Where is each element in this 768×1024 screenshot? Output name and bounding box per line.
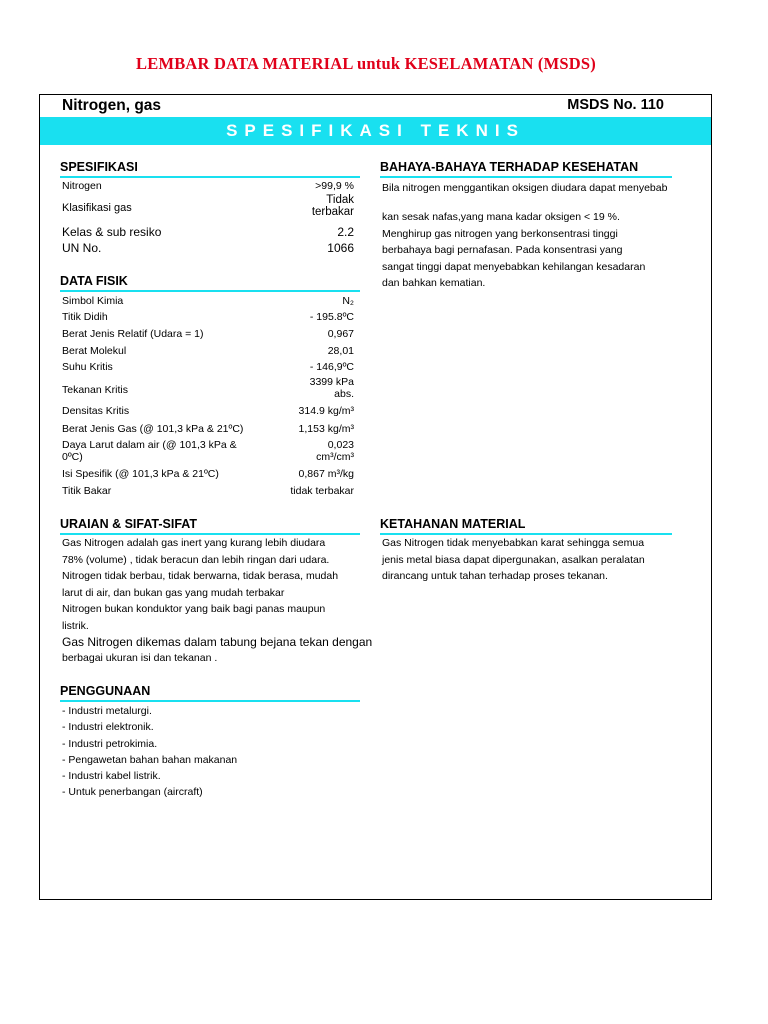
row-value: 2.2: [337, 225, 354, 239]
bahaya-line1: Bila nitrogen menggantikan oksigen diudara dapat menyebab: [382, 182, 668, 194]
row-value: tidak terbakar: [290, 485, 354, 497]
row-label: Berat Jenis Gas (@ 101,3 kPa & 21ºC): [62, 423, 244, 435]
row-label: UN No.: [62, 241, 102, 255]
penggunaan-heading: PENGGUNAAN: [60, 684, 360, 702]
row-label: Berat Molekul: [62, 345, 127, 357]
row-value: 3399 kPa abs.: [309, 376, 354, 400]
row-value: 0,967: [327, 328, 354, 340]
list-item: - Untuk penerbangan (aircraft): [62, 786, 203, 799]
row-label: Simbol Kimia: [62, 295, 124, 307]
row-value: - 146,9ºC: [309, 361, 354, 373]
row-label: Titik Didih: [62, 311, 108, 323]
row-label: Daya Larut dalam air (@ 101,3 kPa & 0ºC): [62, 439, 237, 463]
row-label: Nitrogen: [62, 180, 102, 192]
spesifikasi-heading: SPESIFIKASI: [60, 160, 360, 178]
list-item: - Industri elektronik.: [62, 721, 154, 734]
uraian-kemasan: Gas Nitrogen dikemas dalam tabung bejana tekan dengan: [62, 635, 373, 649]
row-label: Kelas & sub resiko: [62, 225, 162, 239]
row-value: 1066: [327, 241, 354, 255]
row-label: Suhu Kritis: [62, 361, 113, 373]
bahaya-text: kan sesak nafas,yang mana kadar oksigen < 19 %. Menghirup gas nitrogen yang berkonsentrasi tinggi berbahaya bagi pernafasan. Pada konsentrasi yang sangat tinggi dapat menyebabkan kehilangan kesadaran dan bahkan kematian.: [382, 211, 646, 289]
data-fisik-heading: DATA FISIK: [60, 274, 360, 292]
product-name: Nitrogen, gas: [62, 97, 162, 114]
row-value: Tidak terbakar: [311, 194, 354, 218]
row-value: 0,023 cm³/cm³: [316, 439, 354, 463]
row-value: - 195.8ºC: [309, 311, 354, 323]
ketahanan-material-heading: KETAHANAN MATERIAL: [380, 517, 672, 535]
uraian-text: Gas Nitrogen adalah gas inert yang kurang lebih diudara 78% (volume) , tidak beracun dan lebih ringan dari udara. Nitrogen tidak berbau, tidak berwarna, tidak berasa, mudah larut di air, dan bukan gas yang mudah terbakar Nitrogen bukan konduktor yang baik bagi panas maupun listrik.: [62, 537, 339, 632]
row-label: Titik Bakar: [62, 485, 112, 497]
row-value: N₂: [342, 295, 354, 307]
row-label: Berat Jenis Relatif (Udara = 1): [62, 328, 204, 340]
penggunaan-list: [62, 703, 237, 801]
ketahanan-text: Gas Nitrogen tidak menyebabkan karat sehingga semua jenis metal biasa dapat dipergunakan, asalkan peralatan dirancang untuk tahan terhadap proses tekanan.: [382, 537, 645, 582]
list-item: - Industri kabel listrik.: [62, 770, 161, 783]
document-title: LEMBAR DATA MATERIAL untuk KESELAMATAN (MSDS): [136, 54, 596, 73]
uraian-heading: URAIAN & SIFAT-SIFAT: [60, 517, 360, 535]
row-label: Densitas Kritis: [62, 405, 130, 417]
row-label: Tekanan Kritis: [62, 384, 128, 396]
list-item: - Industri petrokimia.: [62, 737, 158, 750]
spesifikasi-teknis-banner: SPESIFIKASI TEKNIS: [40, 117, 711, 145]
row-value: 1,153 kg/m³: [298, 423, 354, 435]
row-label: Klasifikasi gas: [62, 202, 132, 214]
row-value: >99,9 %: [315, 180, 354, 192]
row-value: 314.9 kg/m³: [298, 405, 354, 417]
list-item: - Pengawetan bahan bahan makanan: [62, 753, 238, 766]
row-value: 0,867 m³/kg: [298, 468, 354, 480]
bahaya-kesehatan-heading: BAHAYA-BAHAYA TERHADAP KESEHATAN: [380, 160, 672, 178]
list-item: - Industri metalurgi.: [62, 705, 152, 717]
msds-number: MSDS No. 110: [567, 97, 664, 113]
uraian-kemasan-2: berbagai ukuran isi dan tekanan .: [62, 652, 218, 664]
row-label: Isi Spesifik (@ 101,3 kPa & 21ºC): [62, 468, 219, 480]
row-value: 28,01: [327, 345, 354, 357]
